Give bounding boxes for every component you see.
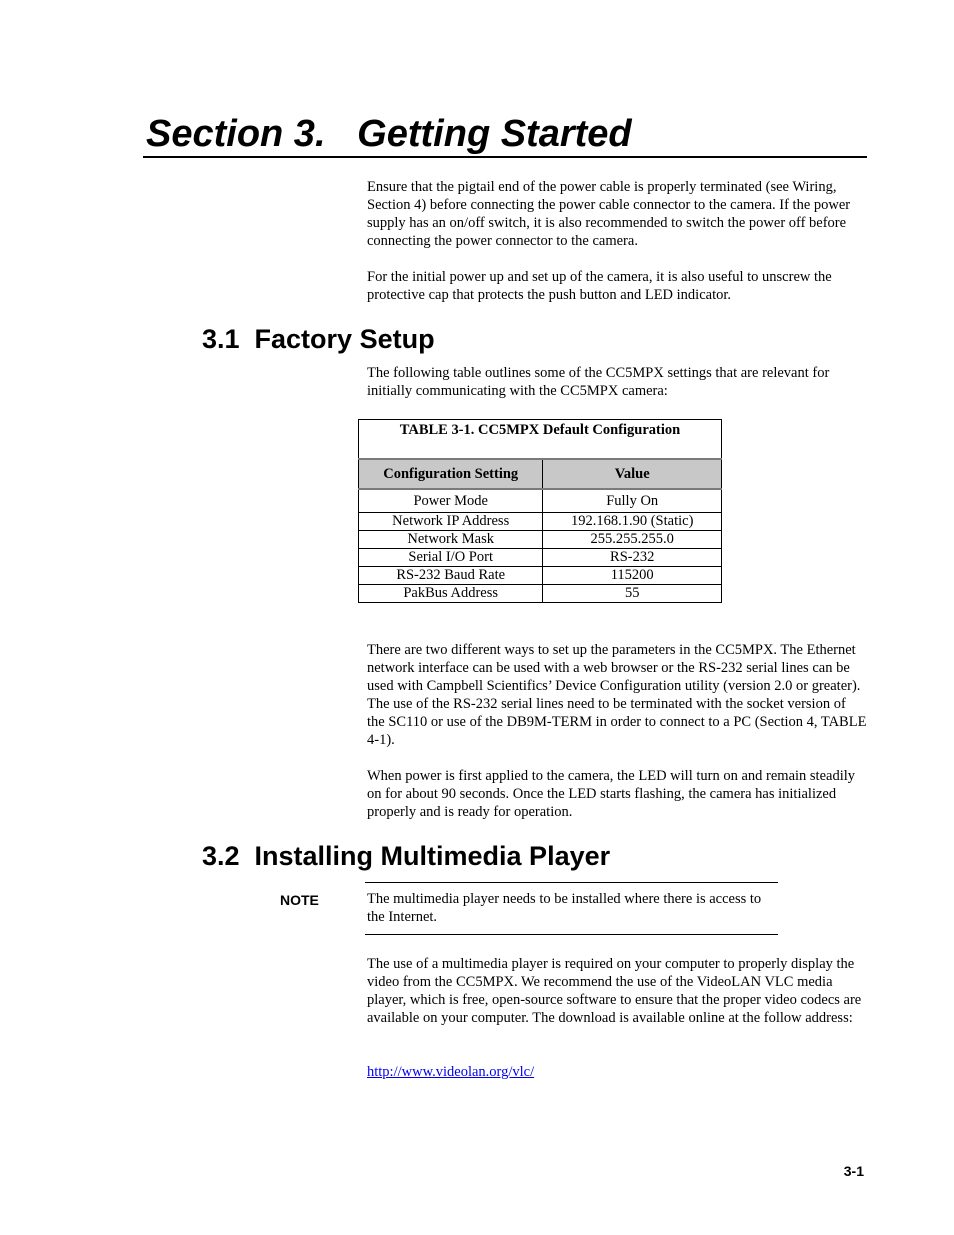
table-cell-value: RS-232 bbox=[543, 549, 722, 567]
page-number: 3-1 bbox=[843, 1163, 864, 1179]
default-config-table bbox=[358, 419, 722, 603]
table-row bbox=[359, 531, 722, 549]
note-text: The multimedia player needs to be installed where there is access to the Internet. bbox=[367, 891, 762, 925]
table-cell-value: 192.168.1.90 (Static) bbox=[543, 513, 722, 531]
section-title: Section 3. Getting Started bbox=[146, 113, 632, 155]
table-caption: TABLE 3-1. CC5MPX Default Configuration bbox=[359, 420, 722, 460]
led-paragraph: When power is first applied to the camera, the LED will turn on and remain steadily on for about 90 seconds. Once the LED starts flashing, the camera has initialized properly and is ready for operation. bbox=[367, 768, 856, 820]
table-cell-setting: Network Mask bbox=[359, 531, 543, 549]
table-cell-setting: Network IP Address bbox=[359, 513, 543, 531]
table-cell-value: 55 bbox=[543, 585, 722, 603]
intro-paragraph-1: Ensure that the pigtail end of the power cable is properly terminated (see Wiring, Section 4) before connecting the power cable connector to the camera. If the power supply has an on/off switch, it is also recommended to switch the power off before connecting the power connector to the camera. bbox=[367, 179, 851, 249]
vlc-download-link[interactable]: http://www.videolan.org/vlc/ bbox=[367, 1064, 535, 1080]
factory-setup-intro: The following table outlines some of the CC5MPX settings that are relevant for initially communicating with the CC5MPX camera: bbox=[367, 365, 830, 399]
table-row bbox=[359, 489, 722, 513]
table-row bbox=[359, 585, 722, 603]
table-row bbox=[359, 513, 722, 531]
table-header-setting: Configuration Setting bbox=[359, 459, 543, 489]
note-label: NOTE bbox=[280, 892, 319, 908]
note-top-rule bbox=[365, 882, 778, 883]
table-row bbox=[359, 567, 722, 585]
section-title-rule bbox=[143, 156, 867, 158]
table-header-value: Value bbox=[543, 459, 722, 489]
table-cell-setting: RS-232 Baud Rate bbox=[359, 567, 543, 585]
table-cell-setting: Serial I/O Port bbox=[359, 549, 543, 567]
table-cell-setting: Power Mode bbox=[359, 489, 543, 513]
table-row bbox=[359, 549, 722, 567]
multimedia-paragraph: The use of a multimedia player is required on your computer to properly display the video from the CC5MPX. We recommend the use of the VideoLAN VLC media player, which is free, open-source software to ensure that the proper video codecs are available on your computer. The download is available online at the follow address: bbox=[367, 956, 862, 1026]
heading-installing-multimedia-player: 3.2 Installing Multimedia Player bbox=[202, 841, 611, 871]
table-cell-value: Fully On bbox=[543, 489, 722, 513]
heading-factory-setup: 3.1 Factory Setup bbox=[202, 324, 435, 354]
intro-paragraph-2: For the initial power up and set up of the camera, it is also useful to unscrew the protective cap that protects the push button and LED indicator. bbox=[367, 269, 832, 303]
note-bottom-rule bbox=[365, 934, 778, 935]
setup-methods-paragraph: There are two different ways to set up the parameters in the CC5MPX. The Ethernet network interface can be used with a web browser or the RS-232 serial lines can be used with Campbell Scientifics’ Device Configuration utility (version 2.0 or greater). The use of the RS-232 serial lines need to be terminated with the socket version of the SC110 or use of the DB9M-TERM in order to connect to a PC (Section 4, TABLE 4-1). bbox=[367, 642, 867, 748]
table-cell-value: 255.255.255.0 bbox=[543, 531, 722, 549]
table-cell-setting: PakBus Address bbox=[359, 585, 543, 603]
vlc-link-paragraph bbox=[367, 1063, 867, 1081]
table-cell-value: 115200 bbox=[543, 567, 722, 585]
